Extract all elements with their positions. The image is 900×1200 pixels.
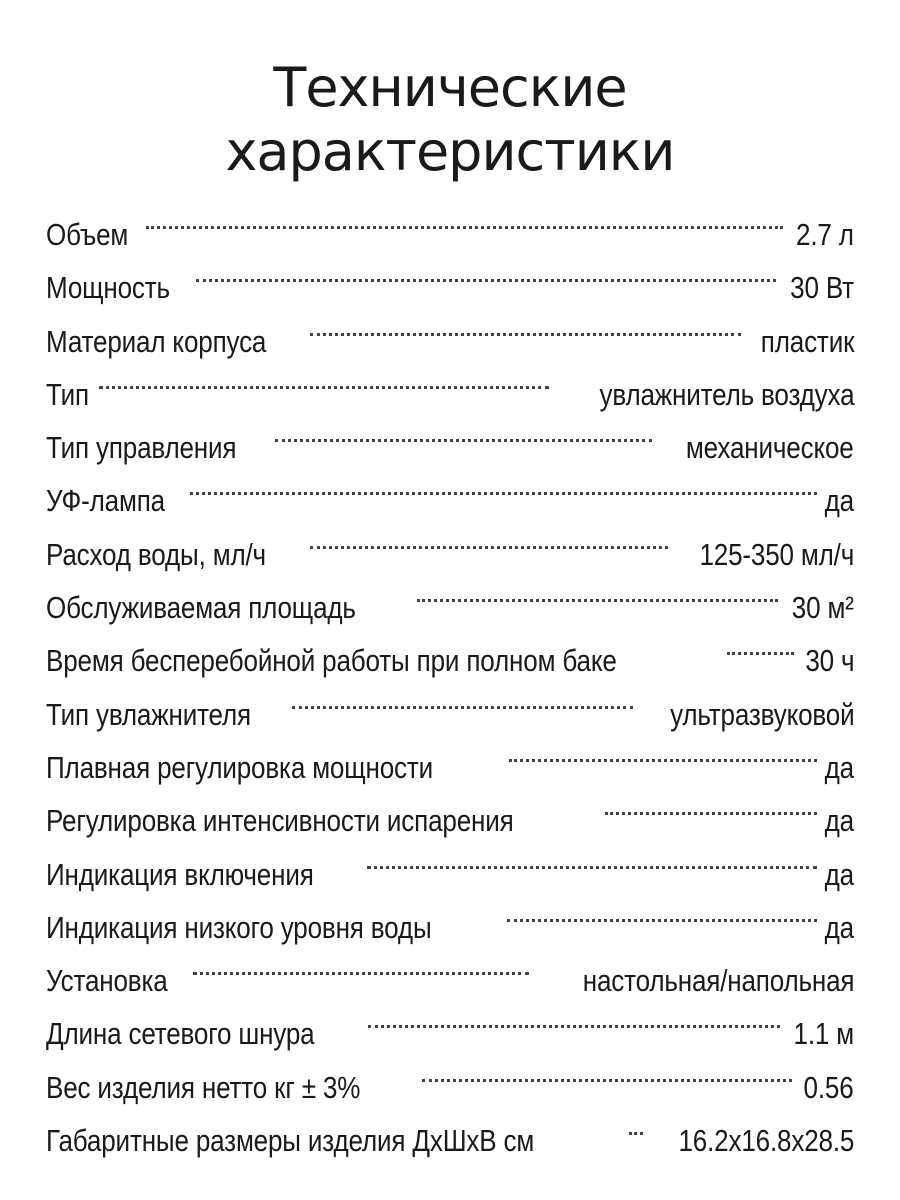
spec-value: да — [824, 483, 854, 519]
spec-value: 1.1 м — [793, 1016, 854, 1052]
dot-leader — [368, 991, 780, 1044]
dot-leader — [507, 885, 817, 938]
dot-leader — [193, 938, 529, 991]
title-line-1: Технические — [273, 56, 627, 119]
spec-value: да — [824, 803, 854, 839]
spec-value: 30 ч — [804, 643, 854, 679]
dot-leader — [367, 832, 817, 885]
spec-value: увлажнитель воздуха — [599, 376, 854, 412]
spec-label: Время бесперебойной работы при полном баке — [46, 643, 617, 679]
spec-label: УФ-лампа — [46, 483, 165, 519]
dot-leader — [727, 618, 793, 671]
title-line-2: характеристики — [225, 120, 675, 183]
spec-value: ультразвуковой — [669, 696, 854, 732]
dot-leader — [310, 299, 741, 352]
spec-row-volume — [46, 192, 854, 252]
spec-value: 30 м² — [792, 590, 854, 626]
spec-label: Расход воды, мл/ч — [46, 536, 266, 572]
spec-label: Обслуживаемая площадь — [46, 590, 356, 626]
spec-label: Мощность — [46, 270, 170, 306]
spec-label: Вес изделия нетто кг ± 3% — [46, 1069, 361, 1105]
spec-value: 16.2х16.8х28.5 — [678, 1123, 854, 1159]
dot-leader — [99, 352, 549, 405]
spec-row-type — [46, 352, 854, 412]
spec-label: Тип увлажнителя — [46, 696, 251, 732]
dot-leader — [292, 672, 633, 725]
page-title — [46, 0, 854, 184]
dot-leader — [509, 725, 817, 778]
spec-value: настольная/напольная — [582, 963, 854, 999]
spec-label: Габаритные размеры изделия ДхШхВ см — [46, 1123, 535, 1159]
dot-leader — [422, 1045, 792, 1098]
spec-label: Индикация включения — [46, 856, 314, 892]
spec-label: Плавная регулировка мощности — [46, 749, 434, 785]
spec-list — [46, 192, 854, 1159]
dot-leader — [190, 458, 817, 511]
spec-value: пластик — [760, 323, 854, 359]
dot-leader — [605, 778, 817, 831]
spec-row-power — [46, 245, 854, 306]
spec-value: да — [824, 749, 854, 785]
dot-leader — [629, 1098, 643, 1151]
spec-label: Материал корпуса — [46, 323, 267, 359]
spec-label: Тип управления — [46, 430, 237, 466]
spec-value: 30 Вт — [790, 270, 854, 306]
dot-leader — [417, 565, 778, 618]
spec-label: Длина сетевого шнура — [46, 1016, 315, 1052]
spec-label: Регулировка интенсивности испарения — [46, 803, 514, 839]
dot-leader — [146, 192, 783, 245]
spec-row-water-consumption — [46, 512, 854, 572]
spec-value: 0.56 — [803, 1069, 854, 1105]
spec-label: Объем — [46, 217, 129, 252]
spec-value: да — [824, 909, 854, 945]
dot-leader — [310, 512, 668, 565]
spec-value: 2.7 л — [796, 217, 854, 252]
spec-value: 125-350 мл/ч — [699, 536, 854, 572]
spec-label: Индикация низкого уровня воды — [46, 909, 432, 945]
spec-label: Тип — [46, 376, 89, 412]
spec-value: да — [824, 856, 854, 892]
dot-leader — [275, 405, 653, 458]
dot-leader — [196, 245, 777, 298]
spec-value: механическое — [686, 430, 854, 466]
spec-label: Установка — [46, 963, 168, 999]
